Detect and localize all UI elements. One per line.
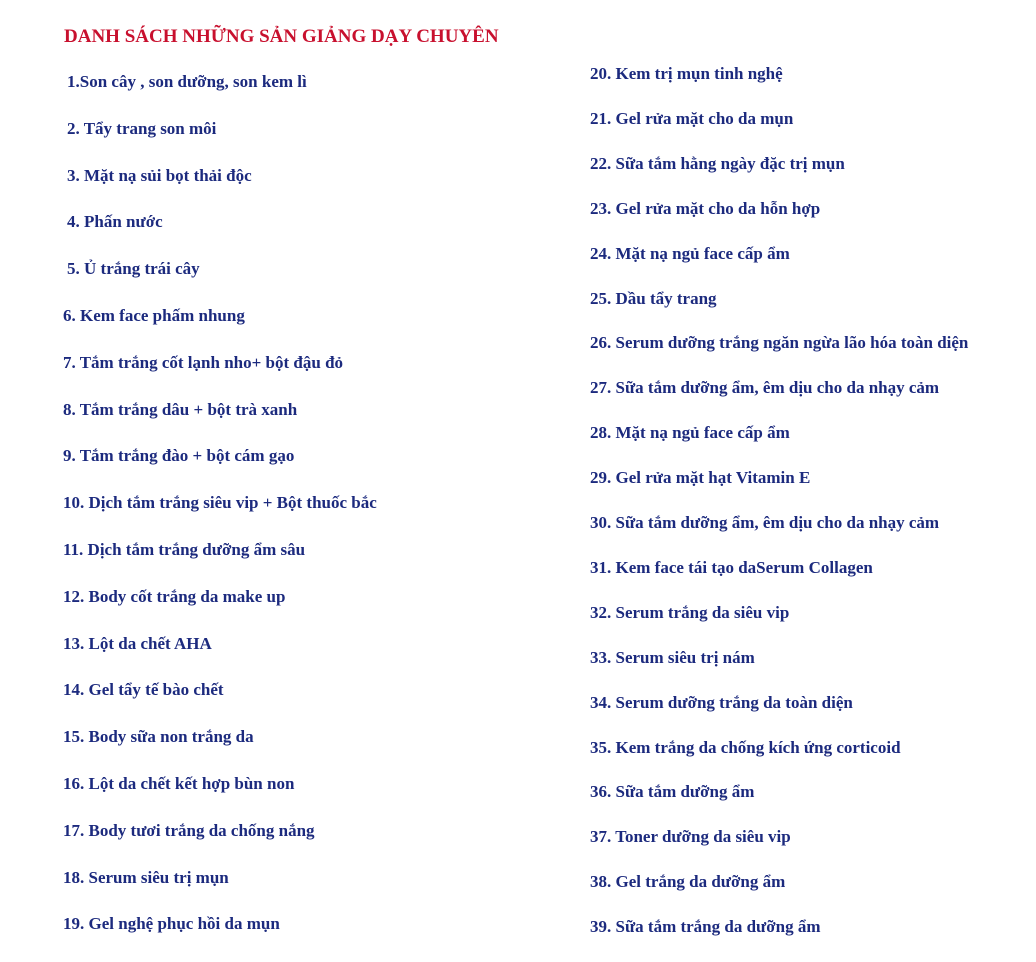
list-item: 34. Serum dưỡng trắng da toàn diện	[590, 692, 853, 712]
list-item: 1.Son cây , son dưỡng, son kem lì	[67, 72, 307, 91]
list-item: 26. Serum dưỡng trắng ngăn ngừa lão hóa toàn diện	[590, 333, 969, 353]
list-item: 7. Tắm trắng cốt lạnh nho+ bột đậu đỏ	[63, 352, 344, 372]
product-list-left	[63, 0, 543, 962]
list-item: 15. Body sữa non trắng da	[63, 727, 254, 747]
list-item: 14. Gel tẩy tế bào chết	[63, 680, 224, 700]
list-item: 24. Mặt nạ ngủ face cấp ẩm	[590, 243, 790, 263]
list-item: 9. Tắm trắng đào + bột cám gạo	[63, 446, 295, 466]
list-item: 4. Phấn nước	[67, 212, 163, 232]
list-item: 35. Kem trắng da chống kích ứng corticoid	[590, 737, 901, 757]
list-item: 19. Gel nghệ phục hồi da mụn	[63, 914, 280, 934]
list-item: 27. Sữa tắm dưỡng ẩm, êm dịu cho da nhạy cảm	[590, 378, 940, 398]
list-item: 36. Sữa tắm dưỡng ẩm	[590, 782, 755, 802]
list-item: 39. Sữa tắm trắng da dưỡng ẩm	[590, 917, 821, 937]
list-item: 25. Dầu tẩy trang	[590, 288, 717, 308]
list-item: 38. Gel trắng da dưỡng ẩm	[590, 872, 786, 892]
list-item: 20. Kem trị mụn tinh nghệ	[590, 64, 783, 83]
list-item: 8. Tắm trắng dâu + bột trà xanh	[63, 399, 298, 419]
list-item: 13. Lột da chết AHA	[63, 633, 212, 653]
list-item: 17. Body tươi trắng da chống nắng	[63, 820, 315, 840]
list-item: 30. Sữa tắm dưỡng ẩm, êm dịu cho da nhạy cảm	[590, 513, 940, 532]
list-item: 10. Dịch tắm trắng siêu vip + Bột thuốc bắc	[63, 493, 377, 513]
list-item: 3. Mặt nạ sủi bọt thải độc	[67, 165, 252, 185]
list-item: 29. Gel rửa mặt hạt Vitamin E	[590, 468, 811, 488]
list-item: 37. Toner dưỡng da siêu vip	[590, 827, 791, 847]
list-item: 6. Kem face phấm nhung	[63, 306, 245, 325]
document-title: DANH SÁCH NHỮNG SẢN GIẢNG DẠY CHUYÊN	[64, 26, 499, 47]
list-item: 12. Body cốt trắng da make up	[63, 586, 286, 606]
list-item: 16. Lột da chết kết hợp bùn non	[63, 774, 295, 793]
list-item: 2. Tẩy trang son môi	[67, 118, 217, 138]
list-item: 33. Serum siêu trị nám	[590, 647, 755, 667]
list-item: 31. Kem face tái tạo daSerum Collagen	[590, 557, 873, 577]
list-item: 11. Dịch tắm trắng dưỡng ẩm sâu	[63, 540, 306, 559]
list-item: 18. Serum siêu trị mụn	[63, 867, 229, 887]
list-item: 21. Gel rửa mặt cho da mụn	[590, 108, 794, 128]
list-item: 22. Sữa tắm hằng ngày đặc trị mụn	[590, 153, 845, 173]
list-item: 28. Mặt nạ ngủ face cấp ẩm	[590, 423, 790, 443]
product-list-right	[590, 0, 1036, 962]
list-item: 32. Serum trắng da siêu vip	[590, 602, 790, 622]
list-item: 23. Gel rửa mặt cho da hỗn hợp	[590, 198, 821, 218]
list-item: 5. Ủ trắng trái cây	[67, 259, 200, 279]
